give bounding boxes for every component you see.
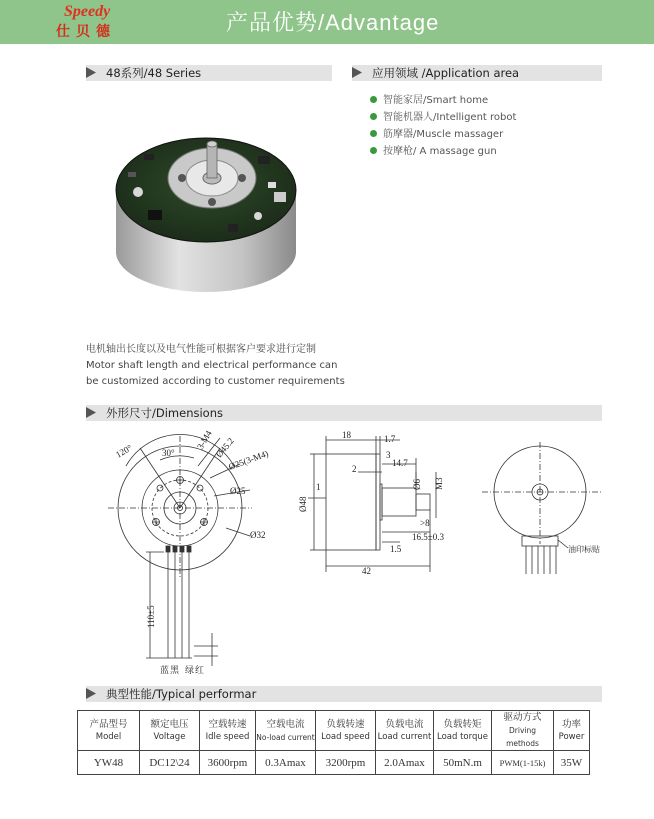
logo-text-cn: 仕贝德 — [56, 24, 116, 40]
table-header-cell: 负载转矩 Load torque — [434, 711, 492, 751]
table-cell-load-current: 2.0Amax — [376, 751, 434, 775]
holes-m4-label: 3-M4 — [195, 428, 214, 451]
dim-42-label: 42 — [362, 566, 371, 576]
header-bar — [0, 0, 654, 44]
performance-table — [77, 710, 590, 775]
table-header-row — [78, 711, 590, 751]
table-cell-load-speed: 3200rpm — [316, 751, 376, 775]
dim-1-5-label: 1.5 — [390, 544, 402, 554]
section-performance — [86, 686, 602, 702]
table-header-cell: 负载电流 Load current — [376, 711, 434, 751]
table-cell-model: YW48 — [78, 751, 140, 775]
dia-25-label: Ø25 — [230, 486, 246, 496]
section-application — [352, 65, 602, 81]
wire-green-label: 绿 — [185, 665, 195, 675]
motor-photo — [108, 112, 304, 312]
angle-120-label: 120° — [114, 442, 134, 460]
table-header-cell: 空载转速 Idle speed — [200, 711, 256, 751]
bullet-icon — [370, 130, 377, 137]
dim-18-label: 18 — [342, 430, 351, 440]
angle-30-label: 30° — [162, 448, 175, 458]
application-list — [370, 92, 516, 160]
table-header-cell: 负载转速 Load speed — [316, 711, 376, 751]
table-row — [78, 751, 590, 775]
dia-25-m4-label: Ø25(3-M4) — [227, 448, 270, 472]
page-title: 产品优势/Advantage — [226, 10, 440, 35]
dim-16-5-label: 16.5±0.3 — [412, 532, 444, 542]
dia-32-label: Ø32 — [250, 530, 266, 540]
table-cell-power: 35W — [554, 751, 590, 775]
section-title-dimensions: 外形尺寸/Dimensions — [106, 406, 223, 420]
dia-45-2-label: Ø45.2 — [213, 435, 236, 460]
dim-3-label: 3 — [386, 450, 391, 460]
section-marker-icon — [86, 688, 96, 699]
dim-1-7-label: 1.7 — [384, 434, 396, 444]
note-line-en-2: be customized according to customer requirements — [86, 376, 345, 387]
section-marker-icon — [352, 67, 362, 78]
dim-1-label: 1 — [316, 482, 321, 492]
bullet-icon — [370, 147, 377, 154]
front-view-drawing — [90, 428, 290, 678]
table-cell-voltage: DC12\24 — [140, 751, 200, 775]
list-item: 智能家居/Smart home — [370, 92, 516, 109]
table-header-cell: 额定电压 Voltage — [140, 711, 200, 751]
dim-14-7-label: 14.7 — [392, 458, 408, 468]
table-header-cell: 空载电流 No-load current — [256, 711, 316, 751]
wire-black-label: 黑 — [170, 665, 180, 675]
section-title-application: 应用领域 /Application area — [372, 66, 520, 80]
table-header-cell: 功率 Power — [554, 711, 590, 751]
dim-m3-label: M3 — [434, 477, 444, 490]
note-line-en-1: Motor shaft length and electrical performance can — [86, 360, 338, 371]
table-cell-driving-method: PWM(1-15k) — [492, 751, 554, 775]
bullet-icon — [370, 96, 377, 103]
lead-length-label: 110±5 — [146, 605, 156, 628]
dim-8-label: >8 — [420, 518, 430, 528]
dim-6-label: Ø6 — [412, 479, 422, 490]
table-cell-idle-speed: 3600rpm — [200, 751, 256, 775]
list-item: 智能机器人/Intelligent robot — [370, 109, 516, 126]
section-series — [86, 65, 332, 81]
table-header-cell: 产品型号 Model — [78, 711, 140, 751]
note-line-cn: 电机轴出长度以及电气性能可根据客户要求进行定制 — [86, 344, 316, 355]
side-view-drawing — [296, 428, 466, 578]
section-dimensions — [86, 405, 602, 421]
list-item: 按摩枪/ A massage gun — [370, 143, 516, 160]
table-cell-no-load-current: 0.3Amax — [256, 751, 316, 775]
wire-blue-label: 蓝 — [160, 665, 170, 675]
wire-red-label: 红 — [195, 665, 205, 675]
rear-view-drawing — [472, 440, 622, 580]
customization-note — [86, 342, 345, 390]
dim-2-label: 2 — [352, 464, 357, 474]
section-marker-icon — [86, 67, 96, 78]
section-marker-icon — [86, 407, 96, 418]
brand-logo — [48, 3, 134, 41]
section-title-performance: 典型性能/Typical performar — [106, 687, 257, 701]
list-item: 筋摩器/Muscle massager — [370, 126, 516, 143]
table-header-cell: 驱动方式 Driving methods — [492, 711, 554, 751]
logo-text-en: Speedy — [64, 3, 111, 20]
dim-48-label: Ø48 — [298, 496, 308, 512]
bullet-icon — [370, 113, 377, 120]
table-cell-load-torque: 50mN.m — [434, 751, 492, 775]
section-title-series: 48系列/48 Series — [106, 66, 202, 80]
label-sticker-note: 油印标贴 — [568, 545, 600, 554]
